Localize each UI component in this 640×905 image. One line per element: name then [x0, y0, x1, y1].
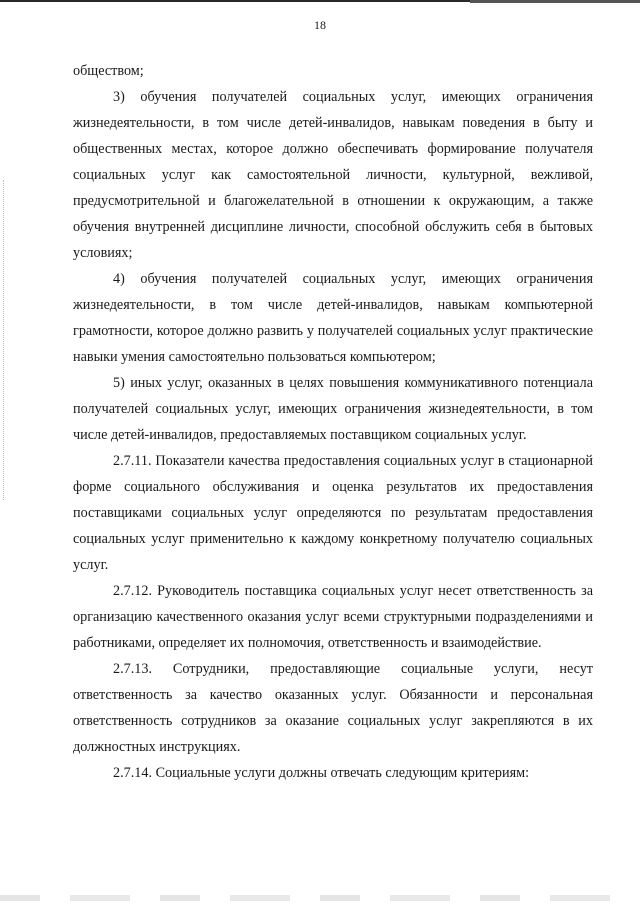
top-border-line-right [470, 0, 640, 3]
paragraph-item-4: 4) обучения получателей социальных услуг, имеющих ограничения жизнедеятельности, в том числе детей-инвалидов, навыкам компьютерной грамотности, которое должно развить у получателей социальных услуг практические навыки умения самостоятельно пользоваться компьютером; [73, 271, 593, 365]
paragraph-2-7-13: 2.7.13. Сотрудники, предоставляющие социальные услуги, несут ответственность за качество оказанных услуг. Обязанности и персональная ответственность сотрудников за оказание социальных услуг закрепляются в их должностных инструкциях. [73, 661, 593, 755]
scan-bottom-artifact [0, 895, 640, 901]
document-body [73, 58, 593, 786]
paragraph-item-3: 3) обучения получателей социальных услуг, имеющих ограничения жизнедеятельности, в том числе детей-инвалидов, навыкам поведения в быту и общественных местах, которое должно обеспечивать формирование получателя социальных услуг как самостоятельной личности, культурной, вежливой, предусмотрительной и благожелательной в отношении к окружающим, а также обучения внутренней дисциплине личности, способной обслужить себя в бытовых условиях; [73, 89, 593, 261]
paragraph-2-7-11: 2.7.11. Показатели качества предоставления социальных услуг в стационарной форме социального обслуживания и оценка результатов их предоставления поставщиками социальных услуг определяются по результатам предоставления социальных услуг применительно к каждому конкретному получателю социальных услуг. [73, 453, 593, 573]
page-number: 18 [314, 18, 326, 32]
left-margin-marks [3, 180, 6, 500]
paragraph-2-7-12: 2.7.12. Руководитель поставщика социальных услуг несет ответственность за организацию качественного оказания услуг всеми структурными подразделениями и работниками, определяет их полномочия, ответственность и взаимодействие. [73, 583, 593, 651]
paragraph-item-5: 5) иных услуг, оказанных в целях повышения коммуникативного потенциала получателей социальных услуг, имеющих ограничения жизнедеятельности, в том числе детей-инвалидов, предоставляемых поставщиком социальных услуг. [73, 375, 593, 443]
paragraph-continuation: обществом; [73, 63, 144, 79]
paragraph-2-7-14: 2.7.14. Социальные услуги должны отвечать следующим критериям: [113, 765, 530, 781]
